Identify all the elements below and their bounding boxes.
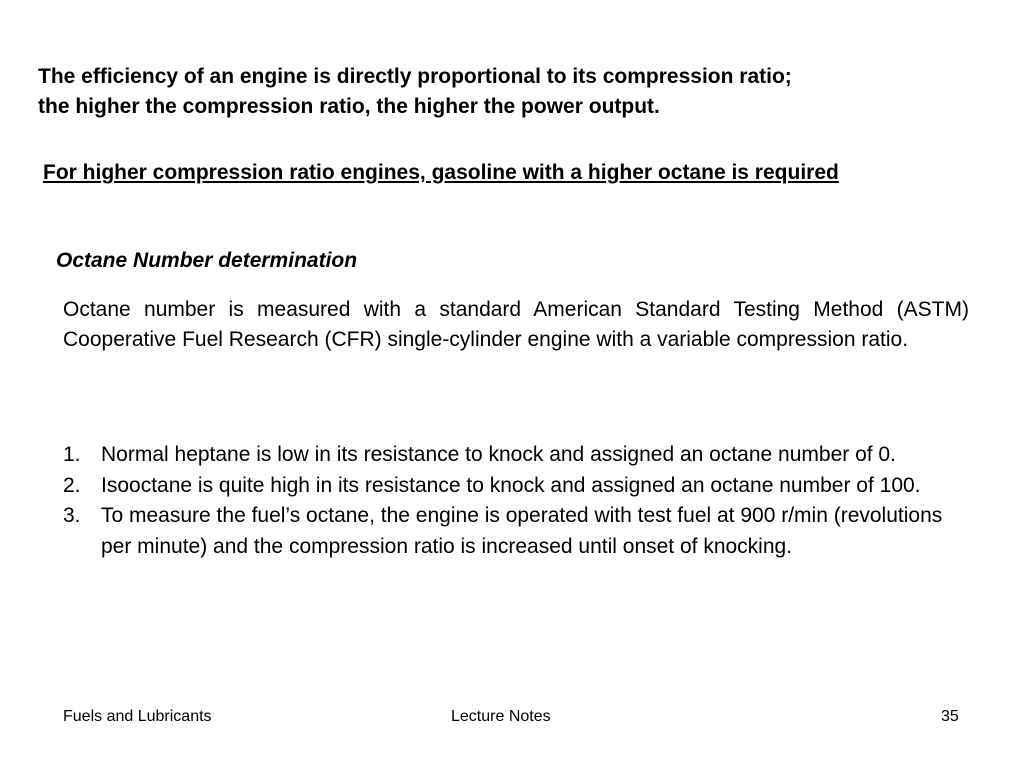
footer-document-type: Lecture Notes xyxy=(451,708,551,725)
list-item-number: 3. xyxy=(63,504,81,527)
intro-line-2: the higher the compression ratio, the higher the power output. xyxy=(38,95,660,118)
list-item-text: To measure the fuel’s octane, the engine is operated with test fuel at 900 r/min (revolutions per minute) and the compression ratio is increased until onset of knocking. xyxy=(101,504,943,558)
procedure-list xyxy=(63,440,943,562)
list-item-text: Normal heptane is low in its resistance to knock and assigned an octane number of 0. xyxy=(101,443,896,466)
list-item-number: 2. xyxy=(63,473,81,497)
list-item-number: 1. xyxy=(63,443,81,466)
intro-line-1: The efficiency of an engine is directly proportional to its compression ratio; xyxy=(38,65,792,88)
footer-course-title: Fuels and Lubricants xyxy=(63,708,212,725)
octane-measurement-paragraph: Octane number is measured with a standard American Standard Testing Method (ASTM) Cooperative Fuel Research (CFR) single-cylinder engine with a variable compression ratio. xyxy=(63,298,969,351)
section-heading: Octane Number determination xyxy=(56,249,358,272)
list-item xyxy=(63,501,943,562)
octane-requirement-statement: For higher compression ratio engines, gasoline with a higher octane is required xyxy=(43,161,839,184)
footer-page-number: 35 xyxy=(941,708,959,725)
list-item-text: Isooctane is quite high in its resistance to knock and assigned an octane number of 100. xyxy=(101,473,921,497)
list-item xyxy=(63,440,943,471)
intro-statement xyxy=(38,62,998,122)
list-item xyxy=(63,471,943,502)
